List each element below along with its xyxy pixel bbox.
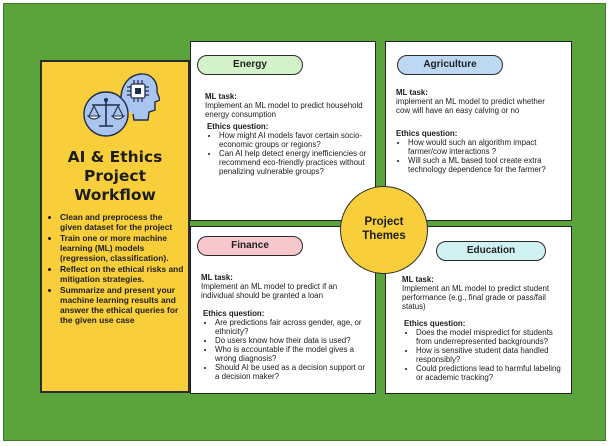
energy-ml-task bbox=[205, 92, 365, 119]
workflow-steps bbox=[48, 212, 184, 326]
agriculture-label: Agriculture bbox=[397, 55, 503, 75]
education-question: • How is sensitive student data handled responsibly? bbox=[416, 346, 566, 364]
ethics-label: Ethics question: bbox=[396, 129, 458, 138]
finance-question: • Are predictions fair across gender, age, or ethnicity? bbox=[215, 318, 369, 336]
education-ml-task bbox=[402, 275, 564, 311]
finance-question: • Do users know how their data is used? bbox=[215, 336, 369, 345]
energy-ethics bbox=[207, 122, 369, 176]
workflow-title-line: Workflow bbox=[74, 186, 156, 204]
center-line-1: Project bbox=[364, 216, 404, 228]
workflow-panel bbox=[40, 60, 190, 393]
energy-question: • How might AI models favor certain socio-economic groups or regions? bbox=[219, 131, 369, 149]
ml-task-label: ML task: bbox=[201, 273, 233, 282]
agriculture-task-text: implement an ML model to predict whether cow will have an easy calving or no bbox=[396, 97, 545, 115]
finance-ml-task bbox=[201, 273, 369, 300]
ethics-label: Ethics question: bbox=[207, 122, 269, 131]
workflow-title bbox=[42, 148, 188, 205]
energy-label: Energy bbox=[197, 55, 303, 75]
workflow-step: • Clean and preprocess the given dataset for the project bbox=[60, 212, 184, 232]
agriculture-card bbox=[385, 41, 572, 221]
workflow-step: • Train one or more machine learning (ML) models (regression, classification). bbox=[60, 233, 184, 263]
ml-task-label: ML task: bbox=[205, 92, 237, 101]
energy-card bbox=[190, 41, 376, 221]
workflow-title-line: AI & Ethics bbox=[67, 148, 163, 166]
ml-task-label: ML task: bbox=[402, 275, 434, 284]
agriculture-question: • How would such an algorithm impact farmer/cow interactions ? bbox=[408, 138, 564, 156]
education-task-text: Implement an ML model to predict student performance (e.g., final grade or pass/fail status) bbox=[402, 284, 550, 311]
education-ethics bbox=[404, 319, 566, 382]
finance-label: Finance bbox=[197, 236, 303, 256]
education-label: Education bbox=[436, 241, 546, 261]
agriculture-ml-task bbox=[396, 88, 561, 115]
energy-question: • Can AI help detect energy inefficiencies or recommend eco-friendly practices without penalizing vulnerable groups? bbox=[219, 149, 369, 176]
workflow-step: • Reflect on the ethical risks and mitigation strategies. bbox=[60, 264, 184, 284]
energy-task-text: Implement an ML model to predict household energy consumption bbox=[205, 101, 363, 119]
agriculture-ethics bbox=[396, 129, 564, 174]
workflow-title-line: Project bbox=[83, 167, 147, 185]
ethics-label: Ethics question: bbox=[203, 309, 265, 318]
ethics-label: Ethics question: bbox=[404, 319, 466, 328]
finance-question: • Should AI be used as a decision support or a decision maker? bbox=[215, 363, 369, 381]
education-question: • Does the model mispredict for students from underrepresented backgrounds? bbox=[416, 328, 566, 346]
workflow-step: • Summarize and present your machine learning results and answer the ethical queries for the given use case bbox=[60, 285, 184, 325]
finance-question: • Who is accountable if the model gives a wrong diagnosis? bbox=[215, 345, 369, 363]
ml-task-label: ML task: bbox=[396, 88, 428, 97]
finance-ethics bbox=[203, 309, 369, 381]
center-line-2: Themes bbox=[362, 230, 406, 242]
scales-of-justice-icon bbox=[84, 92, 128, 136]
education-question: • Could predictions lead to harmful labeling or academic tracking? bbox=[416, 364, 566, 382]
ai-ethics-logo bbox=[78, 68, 160, 140]
finance-task-text: Implement an ML model to predict if an individual should be granted a loan bbox=[201, 282, 338, 300]
agriculture-question: • Will such a ML based tool create extra technology dependence for the farmer? bbox=[408, 156, 564, 174]
project-themes-circle bbox=[340, 186, 428, 274]
